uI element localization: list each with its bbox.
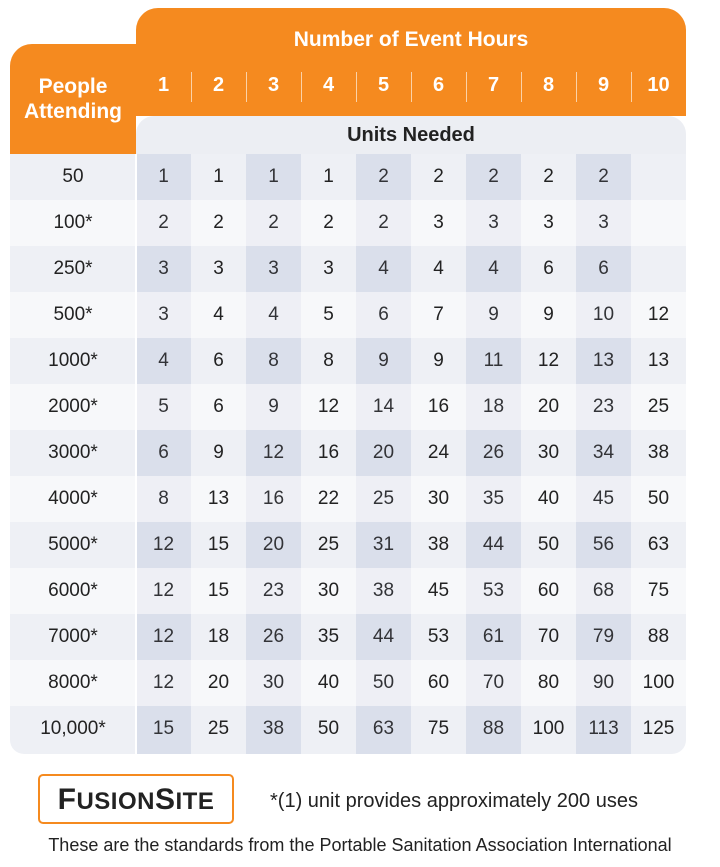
units-cell: 30 (427, 488, 450, 509)
units-cell: 16 (427, 396, 450, 417)
table-row (10, 706, 686, 752)
units-cell: 30 (262, 672, 285, 693)
header-column-divider (191, 72, 192, 102)
units-cell: 16 (262, 488, 285, 509)
units-cell: 3 (158, 304, 169, 325)
units-cell: 113 (588, 718, 619, 739)
units-cell: 1 (158, 166, 169, 187)
people-cell: 5000* (48, 534, 98, 555)
people-cell: 4000* (48, 488, 98, 509)
units-cell: 9 (543, 304, 554, 325)
units-cell: 2 (433, 166, 444, 187)
hour-header-3: 3 (267, 74, 280, 96)
units-cell: 38 (427, 534, 450, 555)
units-table (10, 154, 686, 754)
header-column-divider (576, 72, 577, 102)
units-cell: 12 (262, 442, 285, 463)
table-row (10, 200, 686, 246)
units-cell: 10 (592, 304, 615, 325)
units-cell: 90 (592, 672, 615, 693)
units-cell: 88 (647, 626, 670, 647)
units-cell: 2 (213, 212, 224, 233)
hour-header-4: 4 (322, 74, 335, 96)
hour-header-8: 8 (542, 74, 555, 96)
header-column-divider (246, 72, 247, 102)
people-attending-title (10, 74, 136, 124)
units-cell: 88 (482, 718, 505, 739)
table-row (10, 292, 686, 338)
units-cell: 12 (152, 626, 175, 647)
units-cell: 20 (207, 672, 230, 693)
units-cell: 14 (372, 396, 395, 417)
hour-header-6: 6 (432, 74, 445, 96)
people-title-line2: Attending (24, 100, 122, 123)
units-cell: 2 (268, 212, 279, 233)
units-cell: 9 (488, 304, 499, 325)
units-cell: 12 (537, 350, 560, 371)
table-row (10, 338, 686, 384)
units-cell: 45 (592, 488, 615, 509)
units-cell: 12 (152, 580, 175, 601)
units-cell: 44 (482, 534, 505, 555)
units-cell: 12 (152, 534, 175, 555)
units-cell: 16 (317, 442, 340, 463)
units-cell: 34 (592, 442, 615, 463)
units-cell: 9 (378, 350, 389, 371)
units-cell: 4 (213, 304, 224, 325)
units-cell: 4 (433, 258, 444, 279)
units-cell: 30 (537, 442, 560, 463)
units-cell: 24 (427, 442, 450, 463)
units-cell: 18 (482, 396, 505, 417)
units-cell: 38 (372, 580, 395, 601)
units-cell: 26 (262, 626, 285, 647)
units-cell: 12 (647, 304, 670, 325)
units-cell: 12 (317, 396, 340, 417)
people-cell: 1000* (48, 350, 98, 371)
table-row (10, 154, 686, 200)
units-cell: 2 (378, 166, 389, 187)
units-cell: 100 (642, 672, 675, 693)
units-cell: 15 (152, 718, 175, 739)
units-cell: 15 (207, 580, 230, 601)
units-cell: 22 (317, 488, 340, 509)
units-needed-label: Units Needed (136, 116, 686, 154)
units-cell: 38 (262, 718, 285, 739)
units-cell: 20 (537, 396, 560, 417)
people-cell: 100* (53, 212, 93, 233)
hour-header-5: 5 (377, 74, 390, 96)
units-cell: 6 (598, 258, 609, 279)
units-cell: 2 (488, 166, 499, 187)
units-cell: 2 (158, 212, 169, 233)
units-cell: 50 (537, 534, 560, 555)
units-cell (631, 200, 686, 246)
people-cell: 7000* (48, 626, 98, 647)
units-cell: 2 (323, 212, 334, 233)
units-cell: 8 (158, 488, 169, 509)
header-column-divider (411, 72, 412, 102)
units-cell: 53 (427, 626, 450, 647)
table-row (10, 384, 686, 430)
units-cell (631, 154, 686, 200)
units-cell: 15 (207, 534, 230, 555)
header-column-divider (466, 72, 467, 102)
units-cell: 2 (378, 212, 389, 233)
hour-header-10: 10 (647, 74, 670, 96)
table-row (10, 246, 686, 292)
people-cell: 3000* (48, 442, 98, 463)
units-cell: 40 (537, 488, 560, 509)
units-cell: 31 (372, 534, 395, 555)
units-cell: 4 (378, 258, 389, 279)
units-cell: 1 (323, 166, 334, 187)
units-cell: 3 (543, 212, 554, 233)
units-cell: 3 (213, 258, 224, 279)
units-cell: 125 (642, 718, 675, 739)
units-cell: 40 (317, 672, 340, 693)
people-column-divider (135, 154, 137, 754)
units-cell: 9 (213, 442, 224, 463)
units-cell: 63 (372, 718, 395, 739)
units-cell: 11 (483, 350, 504, 371)
units-cell: 13 (592, 350, 615, 371)
units-cell: 2 (543, 166, 554, 187)
units-cell: 75 (647, 580, 670, 601)
units-cell: 5 (158, 396, 169, 417)
people-cell: 8000* (48, 672, 98, 693)
hour-header-7: 7 (487, 74, 500, 96)
units-cell: 5 (323, 304, 334, 325)
units-cell: 56 (592, 534, 615, 555)
units-cell: 25 (647, 396, 670, 417)
units-cell: 75 (427, 718, 450, 739)
people-title-line1: People (38, 75, 108, 98)
units-cell: 79 (592, 626, 615, 647)
table-row (10, 568, 686, 614)
units-cell: 2 (598, 166, 609, 187)
hour-header-2: 2 (212, 74, 225, 96)
units-cell: 8 (323, 350, 334, 371)
header-column-divider (521, 72, 522, 102)
units-cell: 25 (372, 488, 395, 509)
units-cell: 50 (372, 672, 395, 693)
footnote: *(1) unit provides approximately 200 uses (270, 790, 638, 812)
units-cell: 61 (482, 626, 505, 647)
header-column-divider (301, 72, 302, 102)
units-cell: 1 (268, 166, 279, 187)
units-cell: 53 (482, 580, 505, 601)
units-cell: 70 (537, 626, 560, 647)
units-cell: 9 (268, 396, 279, 417)
units-cell (631, 246, 686, 292)
units-cell: 4 (488, 258, 499, 279)
header-column-divider (631, 72, 632, 102)
table-row (10, 430, 686, 476)
units-cell: 50 (647, 488, 670, 509)
units-cell: 9 (433, 350, 444, 371)
units-cell: 68 (592, 580, 615, 601)
units-cell: 45 (427, 580, 450, 601)
units-cell: 100 (532, 718, 565, 739)
hour-header-9: 9 (597, 74, 610, 96)
units-cell: 8 (268, 350, 279, 371)
fusionsite-logo: FUSIONSITE (38, 774, 234, 824)
units-cell: 50 (317, 718, 340, 739)
units-cell: 4 (268, 304, 279, 325)
units-cell: 12 (152, 672, 175, 693)
units-cell: 20 (262, 534, 285, 555)
units-cell: 44 (372, 626, 395, 647)
units-cell: 35 (482, 488, 505, 509)
units-cell: 6 (213, 350, 224, 371)
units-cell: 3 (268, 258, 279, 279)
people-cell: 500* (53, 304, 93, 325)
units-cell: 6 (378, 304, 389, 325)
people-cell: 2000* (48, 396, 98, 417)
units-cell: 38 (647, 442, 670, 463)
units-cell: 18 (207, 626, 230, 647)
people-cell: 250* (53, 258, 93, 279)
units-cell: 4 (158, 350, 169, 371)
units-cell: 6 (213, 396, 224, 417)
units-cell: 30 (317, 580, 340, 601)
units-cell: 80 (537, 672, 560, 693)
units-cell: 3 (158, 258, 169, 279)
units-cell: 6 (543, 258, 554, 279)
table-row (10, 614, 686, 660)
table-row (10, 660, 686, 706)
units-cell: 25 (317, 534, 340, 555)
units-cell: 26 (482, 442, 505, 463)
units-cell: 3 (323, 258, 334, 279)
units-cell: 70 (482, 672, 505, 693)
table-row (10, 476, 686, 522)
hours-title: Number of Event Hours (293, 28, 529, 51)
units-cell: 23 (592, 396, 615, 417)
units-cell: 23 (262, 580, 285, 601)
table-row (10, 522, 686, 568)
units-cell: 60 (427, 672, 450, 693)
units-cell: 3 (488, 212, 499, 233)
people-cell: 10,000* (40, 718, 106, 739)
units-cell: 7 (433, 304, 444, 325)
units-cell: 25 (207, 718, 230, 739)
people-cell: 50 (62, 166, 84, 187)
header-column-divider (356, 72, 357, 102)
units-cell: 60 (537, 580, 560, 601)
units-cell: 63 (647, 534, 670, 555)
units-cell: 13 (207, 488, 230, 509)
people-cell: 6000* (48, 580, 98, 601)
units-cell: 35 (317, 626, 340, 647)
hour-header-1: 1 (157, 74, 170, 96)
units-cell: 1 (213, 166, 224, 187)
units-cell: 20 (372, 442, 395, 463)
source-note: These are the standards from the Portable Sanitation Association International (48, 835, 672, 855)
units-cell: 6 (158, 442, 169, 463)
units-cell: 3 (598, 212, 609, 233)
units-cell: 13 (647, 350, 670, 371)
units-cell: 3 (433, 212, 444, 233)
